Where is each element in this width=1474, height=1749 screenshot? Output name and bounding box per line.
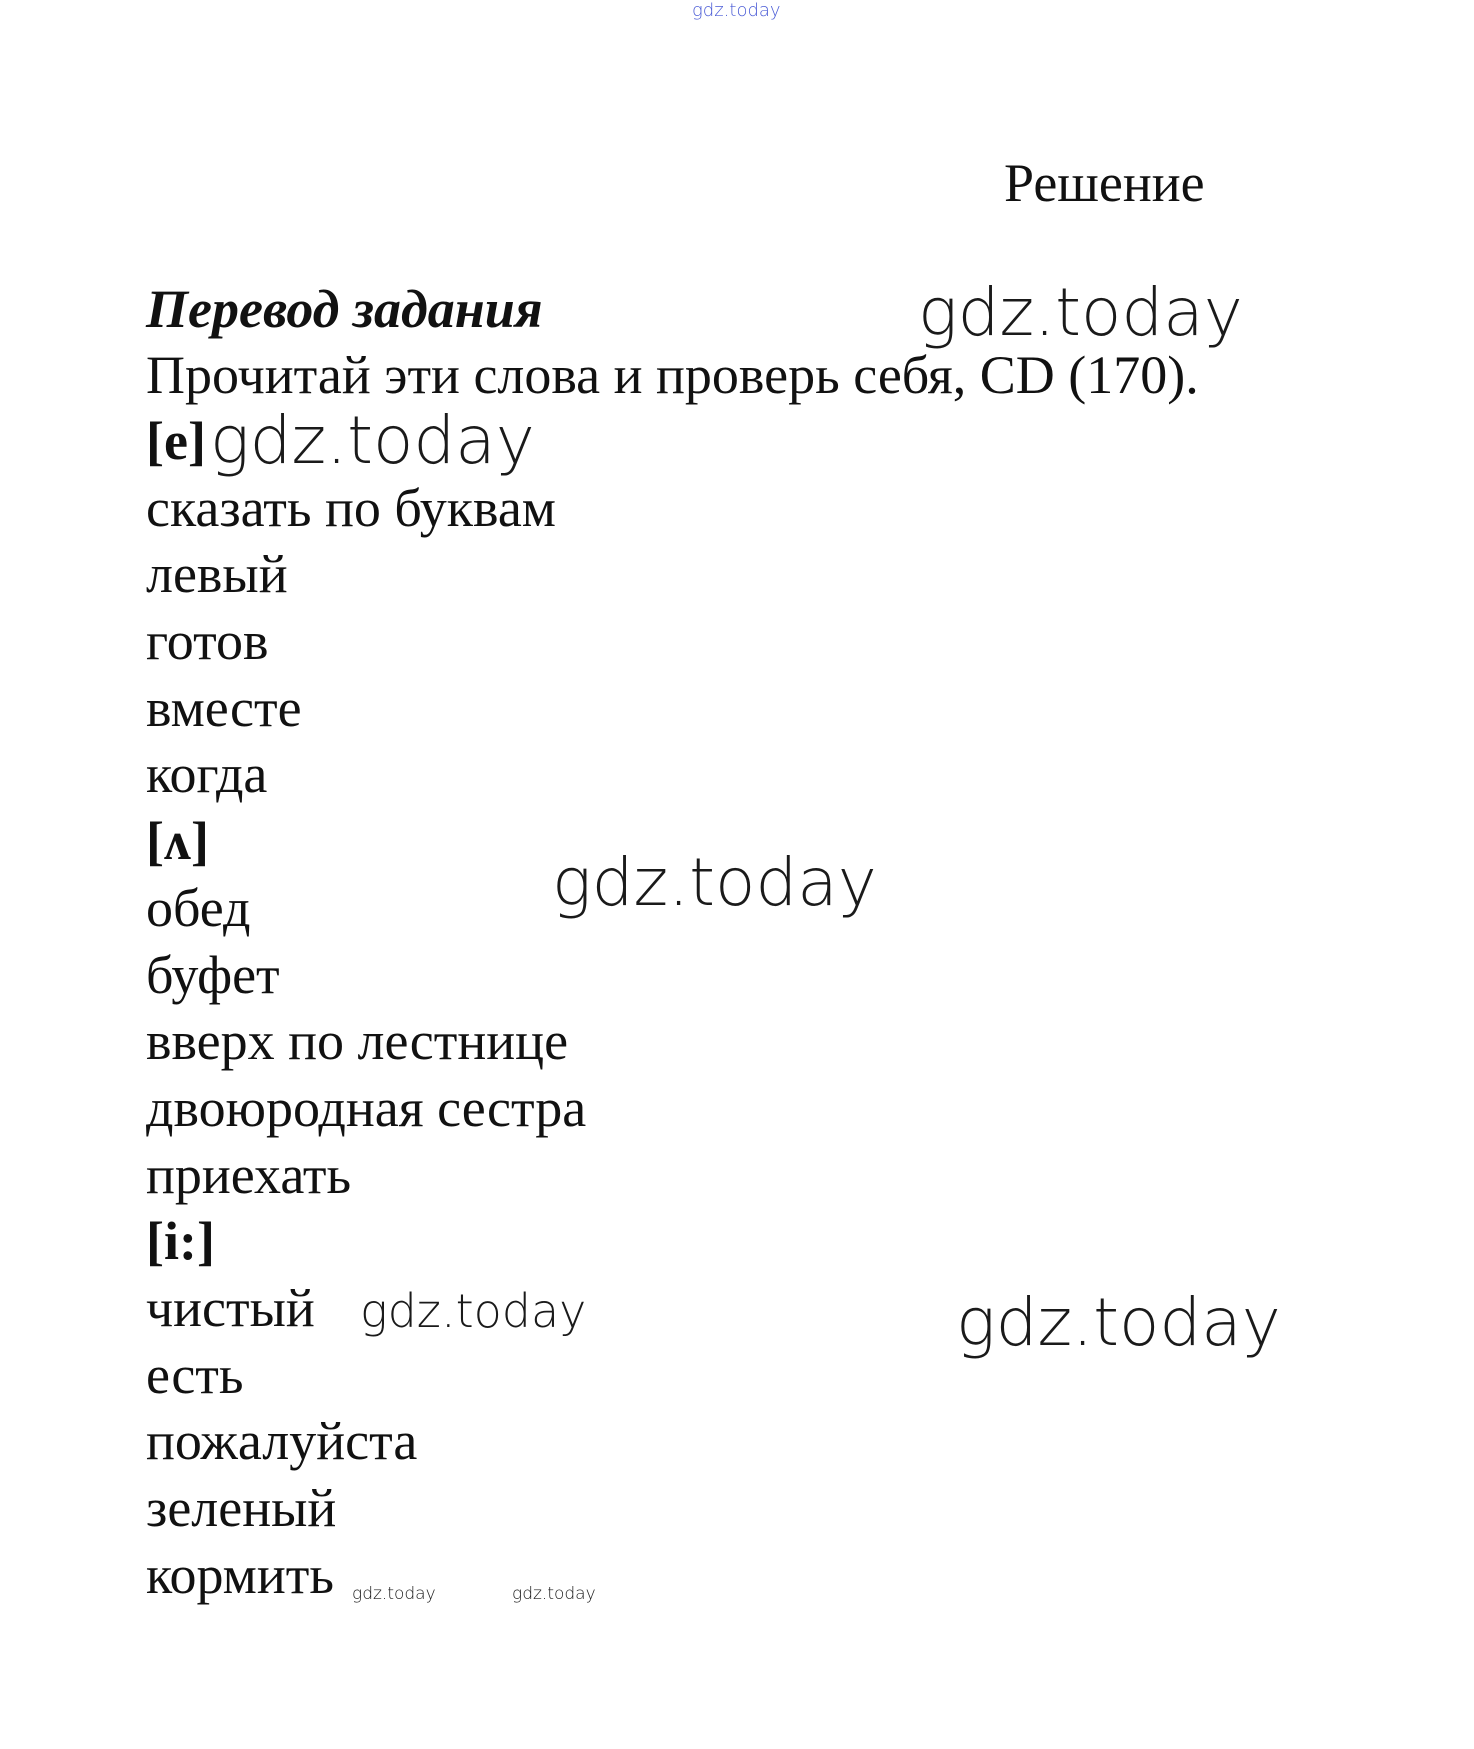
phonetic-group-wedge: [ʌ] xyxy=(146,811,209,872)
watermark: gdz.today xyxy=(512,1584,596,1604)
phonetic-group-e: [e] xyxy=(146,411,206,471)
word-item: чистый xyxy=(146,1277,315,1338)
watermark: gdz.today xyxy=(360,1284,587,1338)
word-item: приехать xyxy=(146,1144,352,1205)
watermark: gdz.today xyxy=(918,274,1243,351)
word-item: зеленый xyxy=(146,1478,337,1538)
word-item: готов xyxy=(146,611,269,672)
task-title: Перевод задания xyxy=(146,279,543,339)
word-item: двоюродная сестра xyxy=(146,1077,587,1138)
word-item: когда xyxy=(146,744,268,805)
word-item: обед xyxy=(146,877,251,938)
word-item: кормить xyxy=(146,1544,334,1605)
word-item: буфет xyxy=(146,944,280,1005)
word-item: вверх по лестнице xyxy=(146,1011,569,1072)
phonetic-group-i-long: [i:] xyxy=(146,1211,215,1272)
word-item: вместе xyxy=(146,677,302,738)
word-item: пожалуйста xyxy=(146,1411,418,1472)
watermark: gdz.today xyxy=(210,402,535,479)
watermark: gdz.today xyxy=(956,1284,1281,1361)
word-item: левый xyxy=(146,544,288,605)
watermark-top: gdz.today xyxy=(692,0,781,21)
watermark: gdz.today xyxy=(552,844,877,921)
word-item: сказать по буквам xyxy=(146,477,556,538)
task-text: Прочитай эти слова и проверь себя, CD (170). xyxy=(146,345,1199,405)
watermark: gdz.today xyxy=(352,1584,436,1604)
word-item: есть xyxy=(146,1344,244,1405)
solution-heading: Решение xyxy=(1004,153,1205,213)
